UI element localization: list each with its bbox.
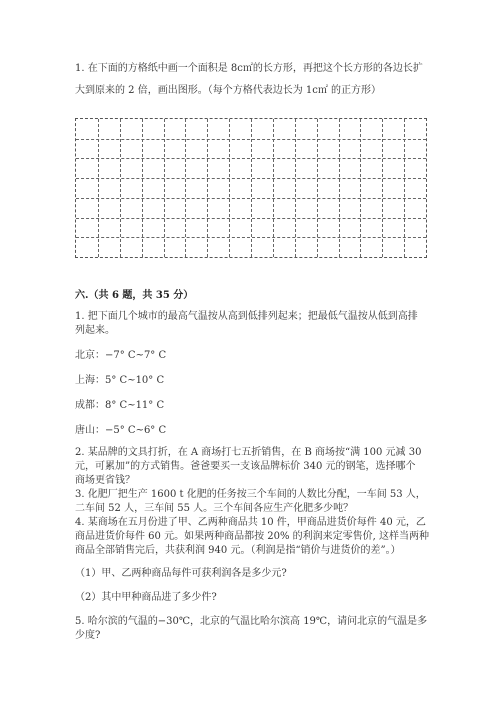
grid-horizontal-line <box>76 237 426 238</box>
problem-1-line-2: 列起来。 <box>75 325 115 336</box>
problem-4-subquestion-2: （2）其中甲种商品进了多少件? <box>75 592 217 603</box>
square-grid-paper <box>75 118 427 258</box>
city-temp-chengdu: 成都：8° C~11° C <box>75 400 165 411</box>
city-temp-beijing: 北京：−7° C~7° C <box>75 350 167 361</box>
question-1-line-2: 大到原来的 2 倍，画出图形。（每个方格代表边长为 1c㎡ 的正方形） <box>75 85 382 96</box>
problem-3-line-1: 3. 化肥厂把生产 1600 t 化肥的任务按三个车间的人数比分配，一车间 53 人， <box>75 489 426 500</box>
problem-4-line-1: 4. 某商场在五月份进了甲、乙两种商品共 10 件，甲商品进货价每件 40 元，乙 <box>75 517 426 528</box>
grid-horizontal-line <box>76 178 426 179</box>
problem-5-line-2: 少度? <box>75 630 101 641</box>
problem-1-line-1: 1. 把下面几个城市的最高气温按从高到低排列起来；把最低气温按从低到高排 <box>75 311 418 322</box>
problem-3-line-2: 二车间 52 人，三车间 55 人。三个车间各应生产化肥多少吨？ <box>75 503 354 514</box>
grid-horizontal-line <box>76 139 426 140</box>
question-1-line-1: 1. 在下面的方格纸中画一个面积是 8c㎡的长方形，再把这个长方形的各边长扩 <box>75 63 423 74</box>
grid-horizontal-line <box>76 198 426 199</box>
grid-horizontal-line <box>76 218 426 219</box>
problem-4-subquestion-1: （1）甲、乙两种商品每件可获利润各是多少元? <box>75 568 287 579</box>
city-temp-tangshan: 唐山：−5° C~6° C <box>75 425 167 436</box>
problem-2-line-2: 元，可累加”的方式销售。爸爸要买一支该品牌标价 340 元的钢笔，选择哪个 <box>75 461 416 472</box>
city-temp-shanghai: 上海：5° C~10° C <box>75 375 165 386</box>
problem-4-line-3: 商品全部销售完后，共获利润 940 元。（利润是指“销价与进货价的差”。） <box>75 545 401 556</box>
section-6-title: 六.（共 6 题，共 35 分） <box>75 290 194 301</box>
problem-2-line-3: 商场更省钱？ <box>75 475 135 486</box>
problem-5-line-1: 5. 哈尔滨的气温的−30℃，北京的气温比哈尔滨高 19℃，请问北京的气温是多 <box>75 616 428 627</box>
problem-4-line-2: 商品进货价每件 60 元。如果两种商品都按 20% 的利润来定零售价, 这样当两种 <box>75 531 430 542</box>
problem-2-line-1: 2. 某品牌的文具打折，在 A 商场打七五折销售，在 B 商场按“满 100 元减 30 <box>75 447 422 458</box>
grid-horizontal-line <box>76 158 426 159</box>
